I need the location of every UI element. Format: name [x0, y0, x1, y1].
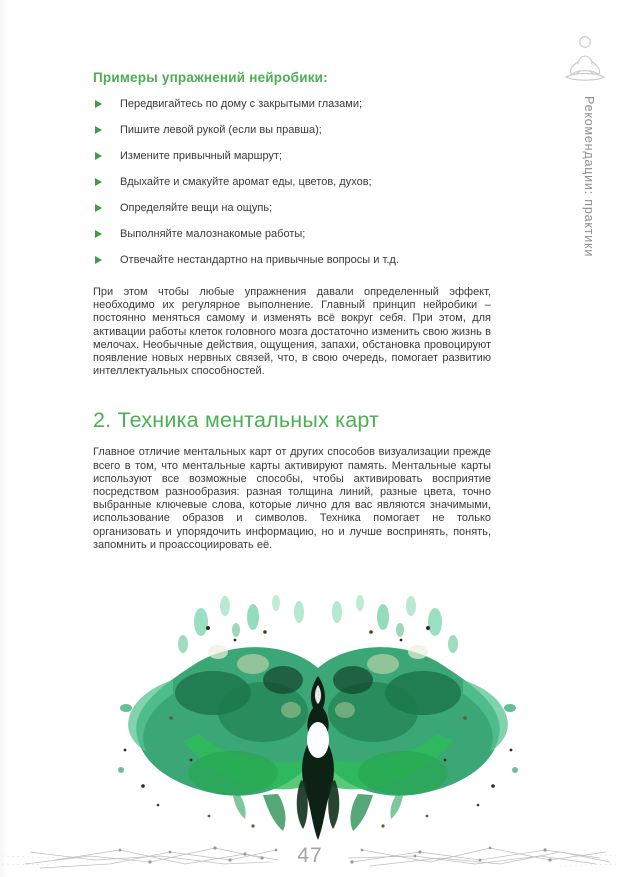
- list-item: [93, 254, 491, 267]
- triangle-bullet-icon: [95, 100, 102, 108]
- triangle-bullet-icon: [95, 204, 102, 212]
- list-item-label: Передвигайтесь по дому с закрытыми глазами;: [120, 98, 363, 110]
- section-heading: 2. Техника ментальных карт: [93, 408, 380, 433]
- list-item: [93, 150, 491, 163]
- neurobics-paragraph: При этом чтобы любые упражнения давали определенный эффект, необходимо их регулярное выполнение. Главный принцип нейробики – постоянно меняться самому и изменять всё вокруг себя. При этом, для активации работы клеток головного мозга достаточно изменить свою жизнь в мелочах. Необычные действия, ощущения, запахи, обстановка провоцируют появление новых нервных связей, что, в свою очередь, помогает развитию интеллектуальных способностей.: [93, 286, 491, 378]
- triangle-bullet-icon: [95, 178, 102, 186]
- list-item-label: Выполняйте малознакомые работы;: [120, 228, 306, 240]
- inkblot-illustration: [113, 590, 523, 848]
- content-column: [93, 70, 491, 552]
- page-number: 47: [297, 844, 323, 867]
- triangle-bullet-icon: [95, 152, 102, 160]
- list-item: [93, 228, 491, 241]
- triangle-bullet-icon: [95, 126, 102, 134]
- list-item-label: Измените привычный маршрут;: [120, 150, 283, 162]
- sidebar-section-label: Рекомендации: практики: [582, 96, 596, 258]
- triangle-bullet-icon: [95, 256, 102, 264]
- list-heading: Примеры упражнений нейробики:: [93, 70, 328, 85]
- meditation-icon: [562, 34, 608, 84]
- list-item: [93, 124, 491, 137]
- list-item-label: Вдыхайте и смакуйте аромат еды, цветов, духов;: [120, 176, 372, 188]
- page-edge-shadow: [0, 0, 7, 877]
- list-item: [93, 98, 491, 111]
- list-item: [93, 176, 491, 189]
- list-item-label: Пишите левой рукой (если вы правша);: [120, 124, 322, 136]
- list-item-label: Определяйте вещи на ощупь;: [120, 202, 273, 214]
- exercise-list: [93, 98, 491, 267]
- list-item: [93, 202, 491, 215]
- list-item-label: Отвечайте нестандартно на привычные вопросы и т.д.: [120, 254, 399, 266]
- mental-maps-paragraph: Главное отличие ментальных карт от других способов визуализации прежде всего в том, что ментальные карты активируют память. Ментальные карты используют все возможные способы, чтобы активировать восприятие посредством разнообразия: разная толщина линий, разные цвета, точно выбранные ключевые слова, которые лично для вас являются значимыми, использование образов и символов. Техника помогает не только организовать и упорядочить информацию, но и лучше воспринять, понять, запомнить и проассоциировать её.: [93, 446, 491, 551]
- triangle-bullet-icon: [95, 230, 102, 238]
